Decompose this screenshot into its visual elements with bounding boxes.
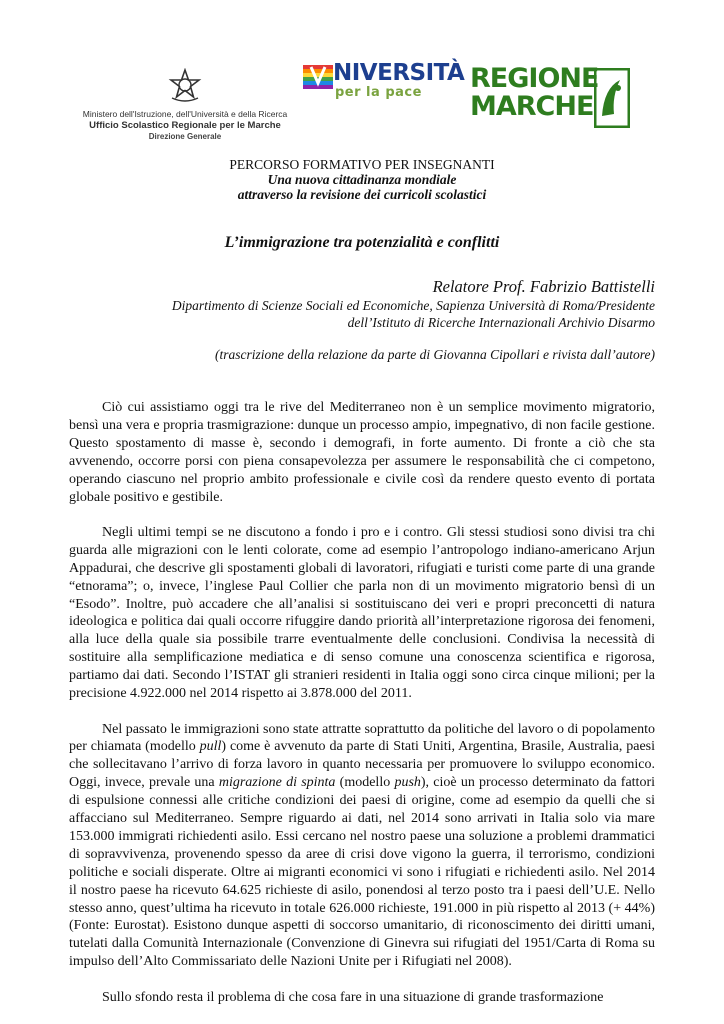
- rainbow-u-icon: [303, 63, 333, 93]
- body-text: [69, 399, 655, 1024]
- course-title: PERCORSO FORMATIVO PER INSEGNANTI: [229, 157, 495, 172]
- region-logo-text: [470, 65, 598, 121]
- paragraph-3-part-c: (modello: [335, 775, 395, 791]
- italian-republic-emblem-icon: [168, 68, 202, 102]
- affiliation-line-1: Dipartimento di Scienze Sociali ed Economiche, Sapienza Università di Roma/Presidente: [171, 298, 655, 313]
- speaker-affiliation: [100, 297, 655, 331]
- transcription-note: (trascrizione della relazione da parte di Giovanna Cipollari e rivista dall’autore): [215, 347, 655, 362]
- paragraph-3: [69, 721, 655, 972]
- uni-logo-sub: per la pace: [335, 85, 422, 100]
- ministry-logo-block: [70, 68, 300, 142]
- regione-marche-mark-icon: [594, 68, 630, 128]
- regione-marche-logo: [470, 65, 632, 133]
- paragraph-3-part-d: ), cioè un processo determinato da fattori di espulsione connessi alle critiche condizioni dei paesi di origine, come ad esempio da quelli che si affacciano sul Mediterraneo. Sempre riguardo ai dati, nel 2014 sono arrivati in Italia solo via mare 153.000 immigrati richiedenti asilo. Essi cercano nel nostro paese una soluzione a problemi drammatici di sopravvivenza, provenendo spesso da aree di crisi dove vigono la guerra, il terrorismo, condizioni politiche e sociali disperate. Oltre ai migranti economici vi sono i rifugiati e richiedenti asilo. Nel 2014 il nostro paese ha ricevuto 64.625 richieste di asilo, ponendosi al terzo posto tra i paesi dell’U.E. Nello stesso anno, quest’ultima ha ricevuto in totale 626.000 richieste, 191.000 in più rispetto al 2013 (+ 44%) (Fonte: Eurostat). Esistono dunque aspetti di soccorso umanitario, di riconoscimento dei diritti umani, tutelati dalla Comunità Internazionale (Convenzione di Ginevra sui rifugiati del 1951/Carta di Roma su impulso dell’Alto Commissariato delle Nazioni Unite per i Rifugiati nel 2008).: [69, 775, 655, 970]
- paragraph-2: Negli ultimi tempi se ne discutono a fondo i pro e i contro. Gli stessi studiosi sono divisi tra chi guarda alle migrazioni con le lenti colorate, come ad esempio l’antropologo indiano-americano Arjun Appadurai, che descrive gli spostamenti globali di lavoratori, rifugiati e turisti come parte di una grande “etnorama”; o, invece, l’inglese Paul Collier che parla non di un movimento migratorio bensì di un “Esodo”. Inoltre, può accadere che all’analisi si sostituiscano dei veri e propri preconcetti di natura ideologica e politica dai quali occorre rifuggire dando priorità all’interpretazione rigorosa dei fenomeni, alla luce della quale sia possibile trarre eventualmente delle conclusioni. Condivisa la necessità di sostituire alla semplificazione mediatica e di senso comune una conoscenza scientifica e rigorosa, partiamo dai dati. Secondo l’ISTAT gli stranieri residenti in Italia oggi sono circa cinque milioni; per la precisione 4.922.000 nel 2014 rispetto ai 3.878.000 del 2011.: [69, 524, 655, 702]
- course-subtitle-2: attraverso la revisione dei curricoli scolastici: [237, 187, 487, 202]
- course-subtitle-1: Una nuova cittadinanza mondiale: [267, 172, 457, 187]
- paragraph-1: Ciò cui assistiamo oggi tra le rive del Mediterraneo non è un semplice movimento migratorio, bensì una vera e propria trasmigrazione: dunque un processo ampio, impegnativo, di non facile gestione. Questo spostamento di masse è, secondo i demografi, in forte aumento. Di fronte a ciò che sta avvenendo, occorre porsi con piena consapevolezza per assumere le responsabilità che ci competono, operando ciascuno nel proprio ambito professionale e civile così da rendere questo evento di portata globale positivo e gestibile.: [69, 400, 655, 505]
- regional-office-name: Ufficio Scolastico Regionale per le Marche: [89, 120, 281, 131]
- term-migrazione-di-spinta: migrazione di spinta: [218, 775, 336, 791]
- ministry-name: Ministero dell'Istruzione, dell'Università e della Ricerca: [82, 109, 288, 119]
- paragraph-3-part-b: ) come è avvenuto da parte di Stati Uniti, Argentina, Brasile, Australia, paesi che sollecitavano l’arrivo di forza lavoro in quanto necessaria per promuovere lo sviluppo economico. Oggi, invece, prevale una: [69, 739, 655, 791]
- speaker-name: Relatore Prof. Fabrizio Battistelli: [432, 277, 655, 296]
- region-logo-line1: REGIONE: [470, 63, 599, 94]
- direction-name: Direzione Generale: [148, 132, 222, 141]
- paragraph-3-part-a: Nel passato le immigrazioni sono state attratte soprattutto da politiche del lavoro o di popolamento per chiamata (modello: [69, 721, 655, 755]
- term-pull: pull: [199, 739, 222, 755]
- affiliation-line-2: dell’Istituto di Ricerche Internazionali Archivio Disarmo: [347, 315, 655, 330]
- uni-logo-word: NIVERSITÀ: [333, 60, 465, 86]
- talk-title: L’immigrazione tra potenzialità e conflitti: [224, 234, 500, 251]
- region-logo-line2: MARCHE: [470, 91, 594, 122]
- course-heading: [60, 157, 664, 202]
- paragraph-4: Sullo sfondo resta il problema di che cosa fare in una situazione di grande trasformazione: [102, 989, 604, 1005]
- universita-per-la-pace-logo: [303, 60, 465, 105]
- term-push: push: [394, 775, 421, 791]
- page-header: [0, 0, 724, 150]
